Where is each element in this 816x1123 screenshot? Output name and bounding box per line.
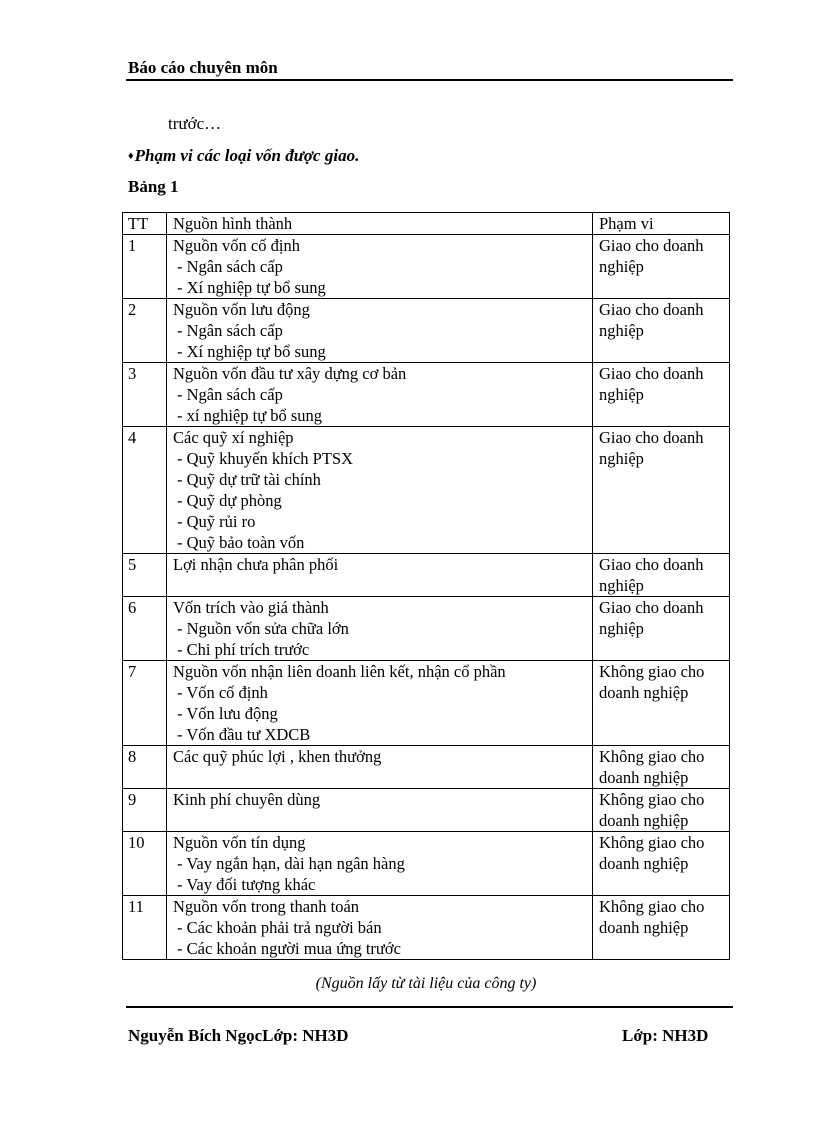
scope-cell	[593, 363, 730, 427]
scope-line: Giao cho doanh	[599, 555, 704, 574]
scope-line: Không giao cho	[599, 662, 705, 681]
page-header-title: Báo cáo chuyên môn	[128, 58, 278, 77]
footer-class: Lớp: NH3D	[622, 1026, 709, 1045]
funding-source-title: Vốn trích vào giá thành	[173, 598, 329, 617]
funding-source-cell	[167, 427, 593, 554]
funding-source-title: Nguồn vốn trong thanh toán	[173, 897, 360, 916]
row-number: 6	[123, 597, 167, 661]
scope-cell	[593, 299, 730, 363]
table-caption: Bảng 1	[128, 177, 179, 196]
section-heading-text: Phạm vi các loại vốn được giao.	[134, 146, 360, 165]
scope-cell	[593, 746, 730, 789]
funding-source-sub-item: - Quỹ khuyến khích PTSX	[177, 449, 353, 468]
funding-source-cell	[167, 661, 593, 746]
scope-line: Không giao cho	[599, 790, 705, 809]
funding-source-title: Nguồn vốn nhận liên doanh liên kết, nhận cổ phần	[173, 662, 506, 681]
table-row	[123, 746, 730, 789]
footer-divider	[126, 1006, 733, 1008]
funding-source-sub-item: - xí nghiệp tự bổ sung	[177, 406, 323, 425]
scope-line: nghiệp	[599, 385, 644, 404]
row-number: 5	[123, 554, 167, 597]
scope-cell	[593, 427, 730, 554]
funding-source-sub-item: - Chi phí trích trước	[177, 640, 310, 659]
funding-source-sub-item: - Quỹ dự trữ tài chính	[177, 470, 321, 489]
scope-line: doanh nghiệp	[599, 811, 689, 830]
funding-source-sub-item: - Vốn đầu tư XDCB	[177, 725, 311, 744]
section-heading	[128, 146, 359, 166]
funding-source-sub-item: - Vay đối tượng khác	[177, 875, 316, 894]
table-row	[123, 832, 730, 896]
table-row	[123, 427, 730, 554]
table-header-row	[123, 213, 730, 235]
scope-line: doanh nghiệp	[599, 854, 689, 873]
row-number: 10	[123, 832, 167, 896]
funding-source-sub-item: - Quỹ bảo toàn vốn	[177, 533, 305, 552]
funding-source-cell	[167, 832, 593, 896]
funding-source-cell	[167, 746, 593, 789]
funding-source-sub-item: - Vốn lưu động	[177, 704, 278, 723]
funding-source-title: Kinh phí chuyên dùng	[173, 790, 321, 809]
scope-line: Giao cho doanh	[599, 598, 704, 617]
funding-source-title: Nguồn vốn đầu tư xây dựng cơ bản	[173, 364, 407, 383]
funding-source-sub-item: - Các khoản người mua ứng trước	[177, 939, 401, 958]
scope-cell	[593, 896, 730, 960]
header-source: Nguồn hình thành	[167, 213, 593, 235]
scope-line: nghiệp	[599, 576, 644, 595]
funding-source-sub-item: - Quỹ dự phòng	[177, 491, 282, 510]
funding-source-title: Nguồn vốn cố định	[173, 236, 300, 255]
table-row	[123, 235, 730, 299]
funding-source-title: Các quỹ xí nghiệp	[173, 428, 294, 447]
funding-source-sub-item: - Vay ngắn hạn, dài hạn ngân hàng	[177, 854, 405, 873]
table-body	[123, 235, 730, 960]
table-row	[123, 363, 730, 427]
scope-cell	[593, 789, 730, 832]
funding-source-sub-item: - Nguồn vốn sửa chữa lớn	[177, 619, 349, 638]
capital-scope-table	[122, 212, 730, 960]
header-tt: TT	[123, 213, 167, 235]
funding-source-title: Các quỹ phúc lợi , khen thưởng	[173, 747, 382, 766]
scope-line: Không giao cho	[599, 747, 705, 766]
scope-line: Giao cho doanh	[599, 300, 704, 319]
source-note: (Nguồn lấy từ tài liệu của công ty)	[315, 975, 537, 992]
scope-cell	[593, 832, 730, 896]
table-row	[123, 299, 730, 363]
row-number: 2	[123, 299, 167, 363]
funding-source-sub-item: - Vốn cố định	[177, 683, 268, 702]
scope-line: Giao cho doanh	[599, 428, 704, 447]
row-number: 7	[123, 661, 167, 746]
funding-source-sub-item: - Các khoản phải trả người bán	[177, 918, 382, 937]
funding-source-sub-item: - Xí nghiệp tự bổ sung	[177, 278, 326, 297]
scope-line: Giao cho doanh	[599, 236, 704, 255]
diamond-bullet-icon: ♦	[128, 150, 134, 162]
funding-source-cell	[167, 896, 593, 960]
funding-source-cell	[167, 597, 593, 661]
scope-cell	[593, 554, 730, 597]
funding-source-sub-item: - Ngân sách cấp	[177, 257, 283, 276]
funding-source-title: Lợi nhận chưa phân phối	[173, 555, 339, 574]
scope-line: doanh nghiệp	[599, 918, 689, 937]
table-row	[123, 789, 730, 832]
footer-author: Nguyễn Bích NgọcLớp: NH3D	[128, 1026, 349, 1045]
row-number: 8	[123, 746, 167, 789]
row-number: 3	[123, 363, 167, 427]
scope-line: doanh nghiệp	[599, 683, 689, 702]
funding-source-sub-item: - Ngân sách cấp	[177, 321, 283, 340]
funding-source-sub-item: - Ngân sách cấp	[177, 385, 283, 404]
funding-source-cell	[167, 363, 593, 427]
scope-line: doanh nghiệp	[599, 768, 689, 787]
row-number: 1	[123, 235, 167, 299]
table-row	[123, 597, 730, 661]
scope-cell	[593, 235, 730, 299]
scope-line: Không giao cho	[599, 897, 705, 916]
header-divider	[126, 79, 733, 81]
continuation-text: trước…	[168, 114, 222, 133]
funding-source-cell	[167, 554, 593, 597]
scope-line: nghiệp	[599, 449, 644, 468]
scope-line: Giao cho doanh	[599, 364, 704, 383]
header-scope: Phạm vi	[593, 213, 730, 235]
row-number: 11	[123, 896, 167, 960]
scope-cell	[593, 597, 730, 661]
funding-source-cell	[167, 299, 593, 363]
funding-source-cell	[167, 789, 593, 832]
row-number: 4	[123, 427, 167, 554]
scope-cell	[593, 661, 730, 746]
scope-line: Không giao cho	[599, 833, 705, 852]
scope-line: nghiệp	[599, 257, 644, 276]
scope-line: nghiệp	[599, 321, 644, 340]
table-row	[123, 896, 730, 960]
funding-source-sub-item: - Xí nghiệp tự bổ sung	[177, 342, 326, 361]
funding-source-title: Nguồn vốn lưu động	[173, 300, 310, 319]
funding-source-title: Nguồn vốn tín dụng	[173, 833, 306, 852]
funding-source-cell	[167, 235, 593, 299]
funding-source-sub-item: - Quỹ rủi ro	[177, 512, 256, 531]
table-row	[123, 661, 730, 746]
scope-line: nghiệp	[599, 619, 644, 638]
row-number: 9	[123, 789, 167, 832]
table-row	[123, 554, 730, 597]
